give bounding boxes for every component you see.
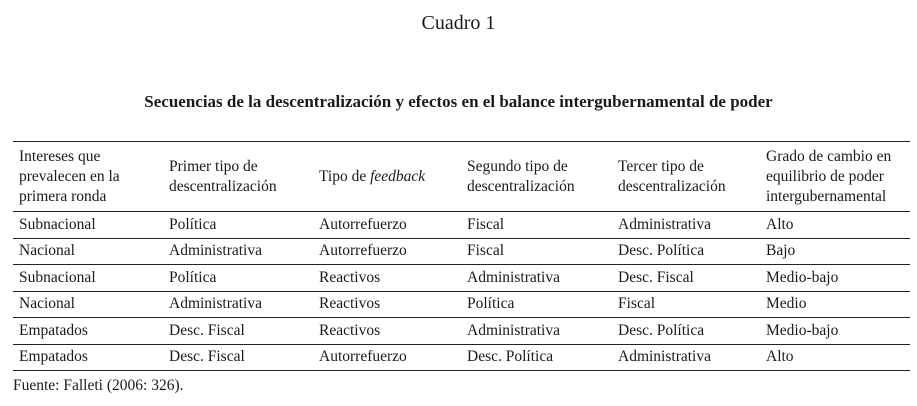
header-tipo-feedback-prefix: Tipo de [319,167,371,185]
cell-tercer-tipo: Administrativa [612,212,760,239]
cell-primer-tipo: Administrativa [163,238,313,265]
cell-primer-tipo: Administrativa [163,291,313,318]
table-row [13,265,910,292]
table-row [13,291,910,318]
cell-primer-tipo: Desc. Fiscal [163,318,313,345]
cell-grado: Medio [760,291,910,318]
header-tipo-feedback [313,142,461,212]
header-tipo-feedback-italic: feedback [370,167,426,185]
header-row [13,142,910,212]
cell-feedback: Reactivos [313,318,461,345]
cell-segundo-tipo: Administrativa [461,318,612,345]
header-grado-cambio: Grado de cambio en equilibrio de poder intergubernamental [760,142,910,212]
cell-tercer-tipo: Desc. Política [612,318,760,345]
cell-segundo-tipo: Política [461,291,612,318]
cell-intereses: Nacional [13,291,163,318]
cell-intereses: Empatados [13,318,163,345]
cell-tercer-tipo: Desc. Fiscal [612,265,760,292]
table-title: Secuencias de la descentralización y efectos en el balance intergubernamental de poder [144,92,773,111]
source-note: Fuente: Falleti (2006: 326). [13,377,184,394]
cell-feedback: Autorrefuerzo [313,238,461,265]
cell-grado: Medio-bajo [760,265,910,292]
cell-tercer-tipo: Administrativa [618,348,711,366]
header-primer-tipo: Primer tipo de descentralización [163,142,313,212]
table-row [13,344,910,371]
header-intereses: Intereses que prevalecen en la primera ronda [13,142,163,212]
header-segundo-tipo: Segundo tipo de descentralización [461,142,612,212]
cell-primer-tipo: Política [163,212,313,239]
cell-primer-tipo: Desc. Fiscal [169,348,245,366]
cell-segundo-tipo: Desc. Política [467,348,554,366]
cell-feedback: Autorrefuerzo [313,212,461,239]
cell-intereses: Nacional [13,238,163,265]
cell-tercer-tipo: Fiscal [612,291,760,318]
cell-segundo-tipo: Administrativa [461,265,612,292]
cell-segundo-tipo: Fiscal [461,238,612,265]
cell-grado: Alto [766,348,794,366]
cell-grado: Bajo [760,238,910,265]
cell-intereses: Subnacional [13,265,163,292]
table-row [13,212,910,239]
cell-primer-tipo: Política [163,265,313,292]
cell-grado: Alto [760,212,910,239]
table-row [13,238,910,265]
cell-tercer-tipo: Desc. Política [612,238,760,265]
table-caption: Cuadro 1 [421,12,496,34]
cell-intereses: Subnacional [13,212,163,239]
cell-feedback: Reactivos [313,265,461,292]
cell-feedback: Reactivos [313,291,461,318]
descentralizacion-table [13,141,910,371]
cell-intereses: Empatados [19,348,88,366]
cell-segundo-tipo: Fiscal [461,212,612,239]
cell-grado: Medio-bajo [760,318,910,345]
header-tercer-tipo: Tercer tipo de descentralización [612,142,760,212]
cell-feedback: Autorrefuerzo [319,348,407,366]
table-row [13,318,910,345]
